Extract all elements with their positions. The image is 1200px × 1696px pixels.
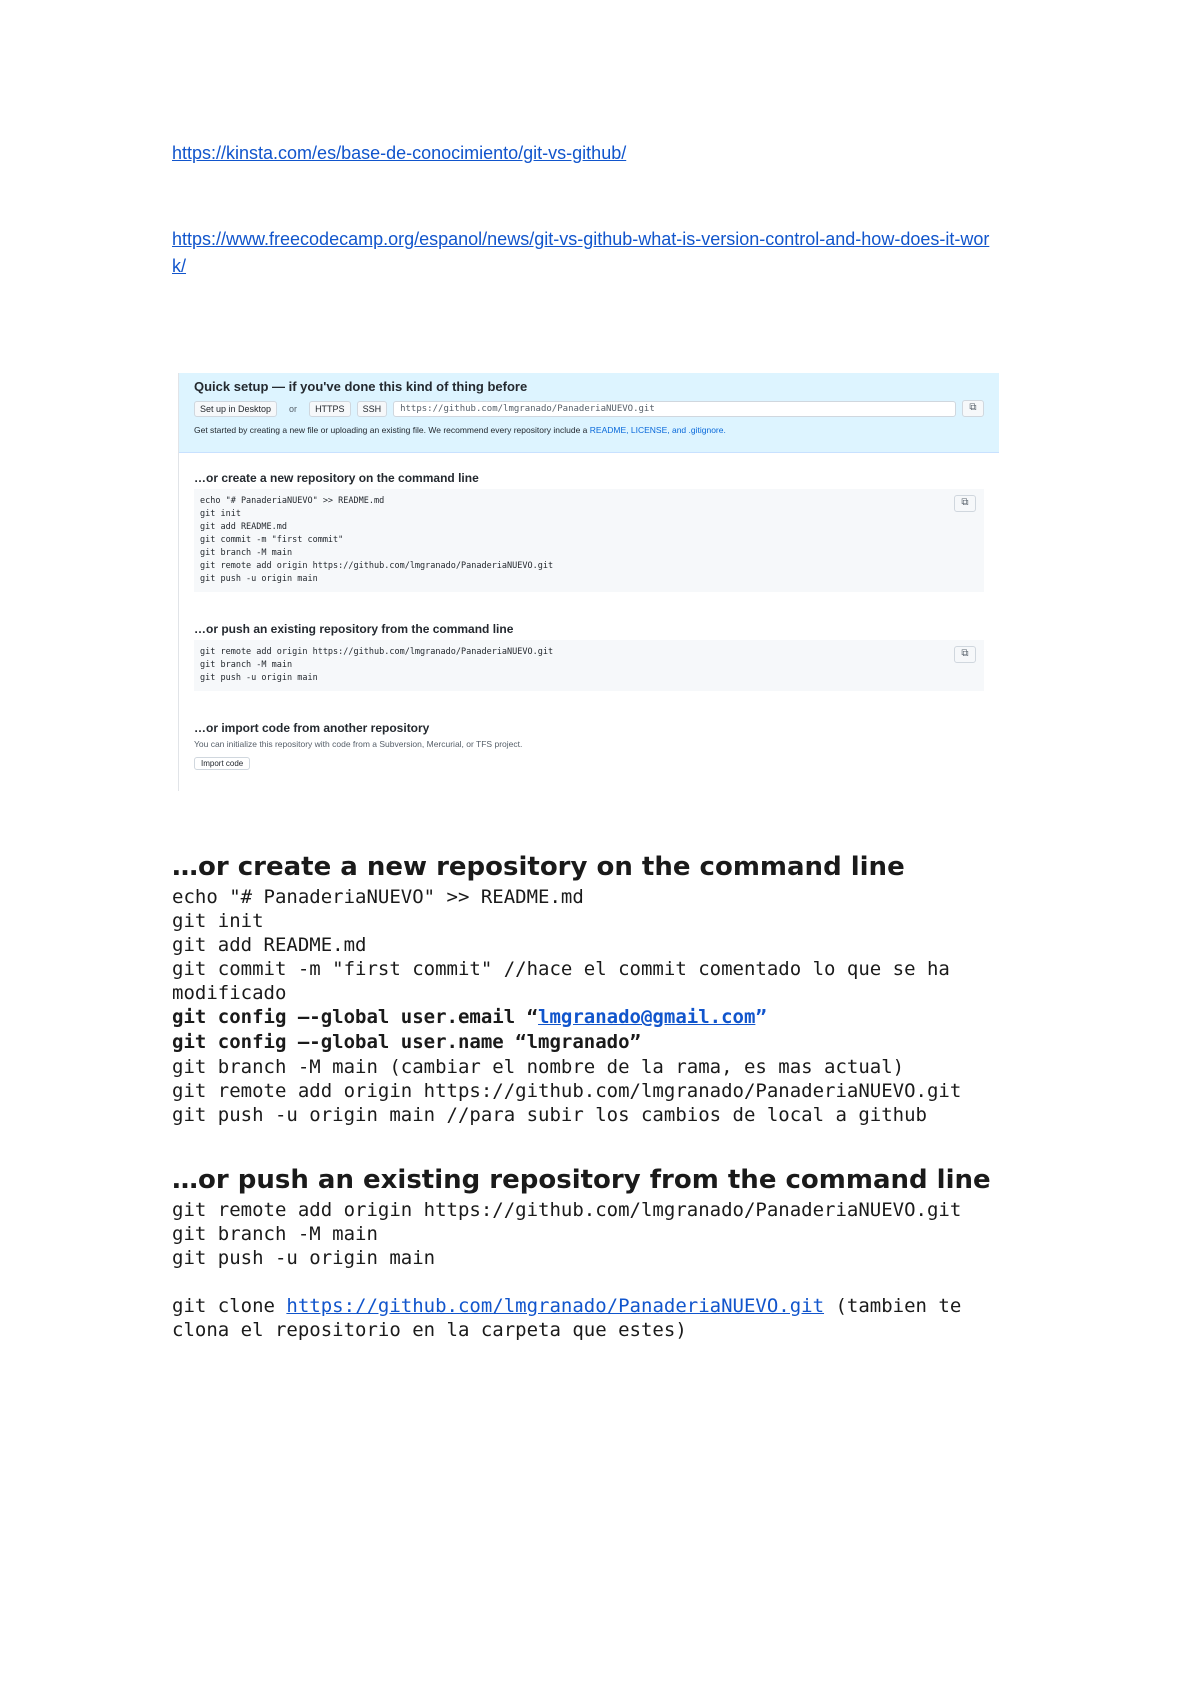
github-quick-setup-image: [178, 373, 999, 791]
import-code-button: Import code: [194, 757, 250, 770]
freecodecamp-link[interactable]: https://www.freecodecamp.org/espanol/news/git-vs-github-what-is-version-control-and-how-does-it-work/: [172, 229, 990, 276]
code-line: echo "# PanaderiaNUEVO" >> README.md: [200, 496, 385, 506]
repo-url-field: https://github.com/lmgranado/PanaderiaNUEVO.git: [393, 401, 956, 417]
quick-setup-title: Quick setup — if you've done this kind of thing before: [194, 379, 528, 394]
code-line: git branch -M main: [200, 548, 293, 558]
code-line: git remote add origin https://github.com/lmgranado/PanaderiaNUEVO.git: [200, 647, 554, 657]
create-section-title: …or create a new repository on the command line: [194, 471, 479, 485]
create-heading: …or create a new repository on the command line: [172, 852, 905, 882]
push-section-title: …or push an existing repository from the command line: [194, 622, 514, 636]
code-line: git branch -M main: [200, 660, 293, 670]
clone-line: [172, 1294, 961, 1318]
quick-setup-note: [194, 425, 984, 435]
code-line: git add README.md: [200, 522, 287, 532]
push-code-box: [194, 640, 984, 691]
quick-setup-row: [194, 400, 984, 417]
push-heading: …or push an existing repository from the command line: [172, 1165, 991, 1195]
code-line: git push -u origin main: [200, 574, 318, 584]
code-line-name: git config —-global user.name “lmgranado”: [172, 1031, 641, 1053]
email-link[interactable]: lmgranado@gmail.com: [538, 1006, 756, 1028]
kinsta-link[interactable]: https://kinsta.com/es/base-de-conocimiento/git-vs-github/: [172, 143, 627, 163]
clone-link[interactable]: https://github.com/lmgranado/PanaderiaNUEVO.git: [286, 1295, 825, 1317]
clone-suffix: (tambien te: [824, 1295, 962, 1317]
import-note: You can initialize this repository with code from a Subversion, Mercurial, or TFS project.: [194, 739, 523, 749]
import-section-title: …or import code from another repository: [194, 721, 430, 735]
clone-prefix: git clone: [172, 1295, 287, 1317]
copy-icon: ⧉: [954, 646, 976, 663]
copy-icon: ⧉: [962, 400, 984, 417]
code-line-commit: git commit -m "first commit" //hace el commit comentado lo que se ha: [172, 958, 950, 980]
code-line-push: git push -u origin main //para subir los cambios de local a github: [172, 1104, 927, 1126]
code-line: git push -u origin main: [200, 673, 318, 683]
email-prefix: git config —-global user.email “: [172, 1006, 539, 1028]
code-line-commit-cont: modificado: [172, 982, 287, 1004]
push-line-branch: git branch -M main: [172, 1223, 378, 1245]
code-line-init: git init: [172, 910, 264, 932]
note-links: README, LICENSE, and .gitignore.: [589, 425, 726, 435]
note-text: Get started by creating a new file or uploading an existing file. We recommend every repository include a: [194, 425, 590, 435]
code-line: git commit -m "first commit": [200, 535, 344, 545]
code-line-add: git add README.md: [172, 934, 367, 956]
code-line: git init: [200, 509, 241, 519]
push-line-push: git push -u origin main: [172, 1247, 436, 1269]
push-line-remote: git remote add origin https://github.com/lmgranado/PanaderiaNUEVO.git: [172, 1199, 962, 1221]
or-label: or: [289, 403, 298, 414]
setup-desktop-button: Set up in Desktop: [194, 401, 277, 417]
code-line: git remote add origin https://github.com/lmgranado/PanaderiaNUEVO.git: [200, 561, 554, 571]
create-code-box: [194, 489, 984, 592]
quick-setup-panel: [179, 373, 999, 453]
https-button: HTTPS: [309, 401, 351, 417]
copy-icon: ⧉: [954, 495, 976, 512]
code-line-email: [172, 1005, 767, 1029]
clone-line-cont: clona el repositorio en la carpeta que estes): [172, 1319, 687, 1341]
email-suffix: ”: [755, 1006, 767, 1028]
code-line-branch: git branch -M main (cambiar el nombre de la rama, es mas actual): [172, 1056, 905, 1078]
code-line-echo: echo "# PanaderiaNUEVO" >> README.md: [172, 886, 584, 908]
ssh-button: SSH: [357, 401, 388, 417]
code-line-remote: git remote add origin https://github.com/lmgranado/PanaderiaNUEVO.git: [172, 1080, 962, 1102]
